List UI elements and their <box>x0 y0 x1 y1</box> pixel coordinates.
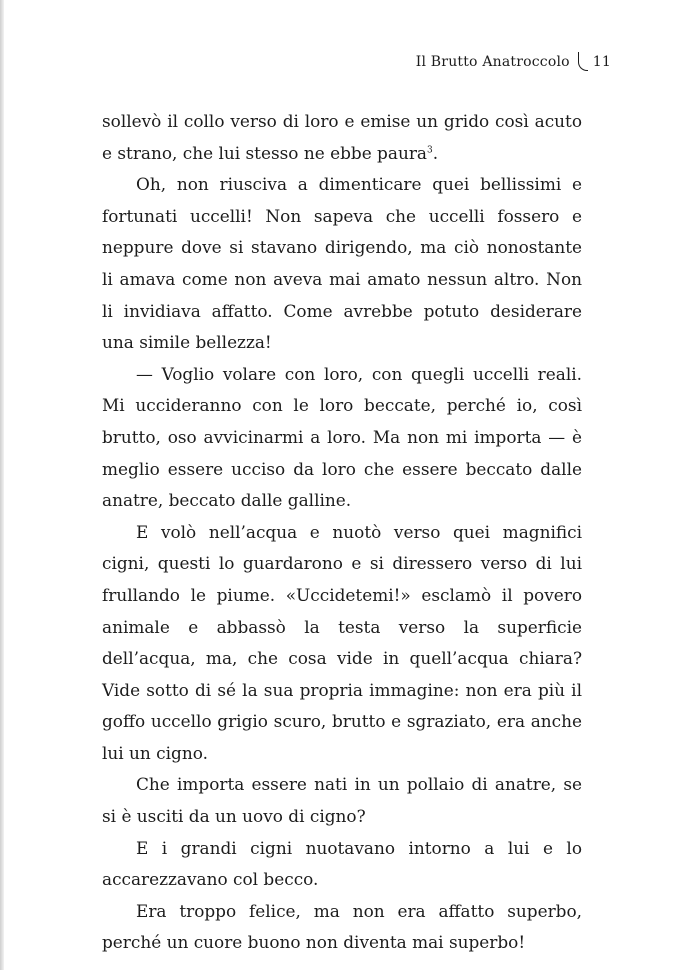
folio-bracket-icon <box>578 52 588 71</box>
paragraph-1 <box>102 106 582 169</box>
paragraph-5: Che importa essere nati in un pollaio di anatre, se si è usciti da un uovo di cigno? <box>102 774 582 827</box>
body-text <box>102 106 582 959</box>
running-header <box>416 50 611 74</box>
paragraph-2: Oh, non riusciva a dimenticare quei bellissimi e fortunati uccelli! Non sapeva che uccelli fossero e neppure dove si stavano dirigendo, ma ciò nonostante li amava come non aveva mai amato nessun altro. Non li invidiava affatto. Come avrebbe potuto desiderare una simile bellezza! <box>102 174 582 353</box>
paragraph-6: E i grandi cigni nuotavano intorno a lui e lo accarezzavano col becco. <box>102 837 582 890</box>
running-title: Il Brutto Anatroccolo <box>415 54 570 70</box>
paragraph-7: Era troppo felice, ma non era affatto superbo, perché un cuore buono non diventa mai superbo! <box>102 900 582 953</box>
paragraph-1-tail: . <box>432 142 439 163</box>
footnote-reference[interactable]: 3 <box>426 144 433 155</box>
paragraph-3: — Voglio volare con loro, con quegli uccelli reali. Mi uccideranno con le loro beccate, perché io, così brutto, oso avvicinarmi a loro. Ma non mi importa — è meglio essere ucciso da loro che essere beccato dalle anatre, beccato dalle galline. <box>102 363 582 511</box>
page-edge-shadow <box>0 0 4 970</box>
paragraph-1-text: sollevò il collo verso di loro e emise un grido così acuto e strano, che lui stesso ne ebbe paura <box>102 111 582 163</box>
page-number: 11 <box>592 54 611 70</box>
paragraph-4: E volò nell’acqua e nuotò verso quei magnifici cigni, questi lo guardarono e si diressero verso di lui frullando le piume. «Uccidetemi!» esclamò il povero animale e abbassò la testa verso la superficie dell’acqua, ma, che cosa vide in quell’acqua chiara? Vide sotto di sé la sua propria immagine: non era più il goffo uccello grigio scuro, brutto e sgraziato, era anche lui un cigno. <box>102 521 582 763</box>
